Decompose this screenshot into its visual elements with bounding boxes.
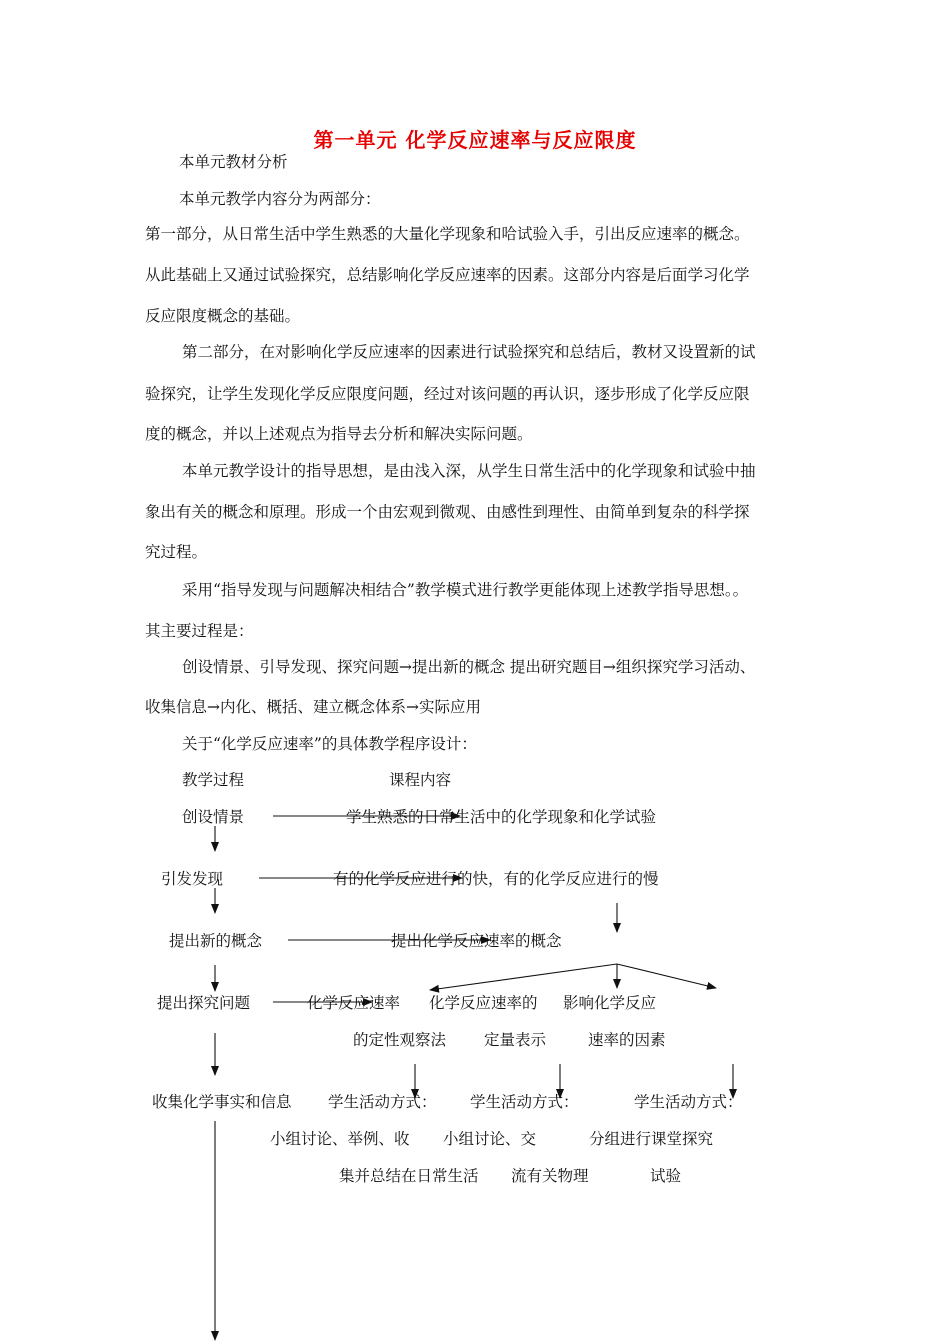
paragraph-line: 本单元教学设计的指导思想，是由浅入深，从学生日常生活中的化学现象和试验中抽 bbox=[182, 462, 756, 480]
flow-branch-label: 速率的因素 bbox=[588, 1031, 666, 1049]
flow-branch-label: 影响化学反应 bbox=[563, 994, 657, 1012]
flow-step: 引发发现 bbox=[161, 870, 224, 888]
flow-activity-label: 学生活动方式： bbox=[634, 1093, 743, 1111]
flow-branch-label: 定量表示 bbox=[484, 1031, 547, 1049]
flow-branch-label: 化学反应速率的 bbox=[429, 994, 538, 1012]
paragraph-line: 第二部分，在对影响化学反应速率的因素进行试验探究和总结后，教材又设置新的试 bbox=[182, 343, 756, 361]
paragraph-line: 收集信息→内化、概括、建立概念体系→实际应用 bbox=[145, 698, 481, 716]
paragraph-line: 从此基础上又通过试验探究，总结影响化学反应速率的因素。这部分内容是后面学习化学 bbox=[145, 266, 750, 284]
paragraph-line: 象出有关的概念和原理。形成一个由宏观到微观、由感性到理性、由简单到复杂的科学探 bbox=[145, 503, 750, 521]
flow-content: 提出化学反应速率的概念 bbox=[391, 932, 562, 950]
paragraph-line: 第一部分，从日常生活中学生熟悉的大量化学现象和哈试验入手，引出反应速率的概念。 bbox=[145, 225, 750, 243]
page-title: 第一单元 化学反应速率与反应限度 bbox=[313, 128, 637, 152]
paragraph-line: 验探究，让学生发现化学反应限度问题，经过对该问题的再认识，逐步形成了化学反应限 bbox=[145, 385, 750, 403]
flow-branch-label: 化学反应速率 bbox=[307, 994, 401, 1012]
intro-line: 本单元教学内容分为两部分： bbox=[179, 190, 381, 208]
flow-activity: 分组进行课堂探究 bbox=[589, 1130, 714, 1148]
flow-activity-label: 学生活动方式： bbox=[328, 1093, 437, 1111]
flow-content: 有的化学反应进行的快，有的化学反应进行的慢 bbox=[333, 870, 659, 888]
program-design-heading: 关于“化学反应速率”的具体教学程序设计： bbox=[182, 735, 477, 753]
arrow-branch-right bbox=[617, 964, 716, 988]
paragraph-line: 度的概念，并以上述观点为指导去分析和解决实际问题。 bbox=[145, 425, 533, 443]
paragraph-line: 其主要过程是： bbox=[145, 622, 254, 640]
paragraph-line: 采用“指导发现与问题解决相结合”教学模式进行教学更能体现上述教学指导思想。。 bbox=[182, 581, 749, 599]
flow-activity: 小组讨论、交 bbox=[443, 1130, 537, 1148]
flow-activity-label: 学生活动方式： bbox=[470, 1093, 579, 1111]
flow-activity: 流有关物理 bbox=[511, 1167, 589, 1185]
flow-activity: 试验 bbox=[650, 1167, 682, 1185]
paragraph-line: 创设情景、引导发现、探究问题→提出新的概念 提出研究题目→组织探究学习活动、 bbox=[182, 658, 756, 676]
flow-step: 提出探究问题 bbox=[157, 994, 251, 1012]
paragraph-line: 反应限度概念的基础。 bbox=[145, 307, 301, 325]
flow-step: 创设情景 bbox=[182, 808, 245, 826]
flow-activity: 集并总结在日常生活 bbox=[339, 1167, 479, 1185]
flow-content: 学生熟悉的日常生活中的化学现象和化学试验 bbox=[346, 808, 657, 826]
flow-step: 提出新的概念 bbox=[169, 932, 263, 950]
arrow-branch-left bbox=[430, 964, 617, 990]
flow-branch-label: 的定性观察法 bbox=[353, 1031, 447, 1049]
flow-header-process: 教学过程 bbox=[182, 771, 245, 789]
flow-header-content: 课程内容 bbox=[389, 771, 452, 789]
flow-activity: 小组讨论、举例、收 bbox=[270, 1130, 410, 1148]
paragraph-line: 究过程。 bbox=[145, 543, 208, 561]
flow-step: 收集化学事实和信息 bbox=[152, 1093, 292, 1111]
section-heading: 本单元教材分析 bbox=[179, 153, 288, 171]
